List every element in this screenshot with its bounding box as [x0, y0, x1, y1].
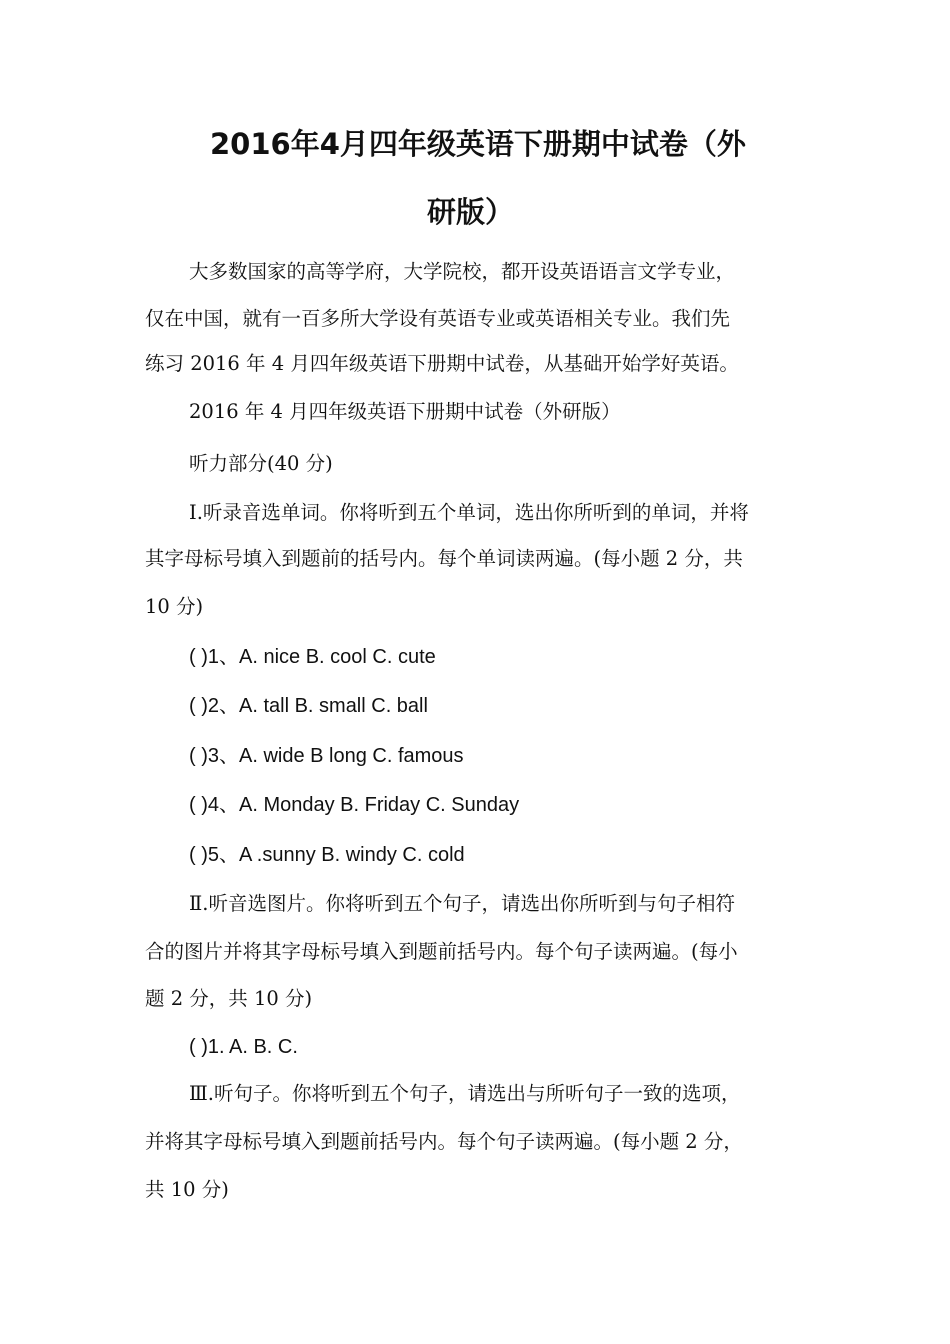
- intro-paragraph-line-1: 大多数国家的高等学府，大学院校，都开设英语语言文学专业，: [189, 260, 736, 283]
- subtitle: 2016 年 4 月四年级英语下册期中试卷（外研版）: [189, 400, 621, 423]
- section-1-question-5: ( )5、A .sunny B. windy C. cold: [189, 844, 465, 866]
- section-1-question-3: ( )3、A. wide B long C. famous: [189, 745, 464, 767]
- section-1-question-2: ( )2、A. tall B. small C. ball: [189, 695, 428, 717]
- section-3-instruction-line-3: 共 10 分): [145, 1178, 229, 1201]
- section-2-question-1: ( )1. A. B. C.: [189, 1036, 298, 1058]
- section-2-instruction-line-3: 题 2 分，共 10 分): [145, 987, 313, 1010]
- page-title-line-1: 2016年4月四年级英语下册期中试卷（外: [210, 127, 746, 161]
- intro-paragraph-line-3: 练习 2016 年 4 月四年级英语下册期中试卷，从基础开始学好英语。: [145, 352, 739, 375]
- section-1-question-1: ( )1、A. nice B. cool C. cute: [189, 646, 436, 668]
- section-3-instruction-line-2: 并将其字母标号填入到题前括号内。每个句子读两遍。(每小题 2 分，: [145, 1130, 743, 1153]
- intro-paragraph-line-2: 仅在中国，就有一百多所大学设有英语专业或英语相关专业。我们先: [145, 307, 731, 330]
- section-1-instruction-line-1: I.听录音选单词。你将听到五个单词，选出你所听到的单词，并将: [189, 501, 749, 524]
- listening-section-header: 听力部分(40 分): [189, 452, 333, 475]
- section-1-instruction-line-2: 其字母标号填入到题前的括号内。每个单词读两遍。(每小题 2 分，共: [145, 547, 743, 570]
- section-1-instruction-line-3: 10 分): [145, 595, 204, 618]
- section-3-instruction-line-1: Ⅲ.听句子。你将听到五个句子，请选出与所听句子一致的选项，: [189, 1082, 741, 1105]
- section-2-instruction-line-2: 合的图片并将其字母标号填入到题前括号内。每个句子读两遍。(每小: [145, 940, 738, 963]
- page-title-line-2: 研版）: [427, 195, 515, 229]
- section-1-question-4: ( )4、A. Monday B. Friday C. Sunday: [189, 794, 520, 816]
- section-2-instruction-line-1: Ⅱ.听音选图片。你将听到五个句子，请选出你所听到与句子相符: [189, 892, 735, 915]
